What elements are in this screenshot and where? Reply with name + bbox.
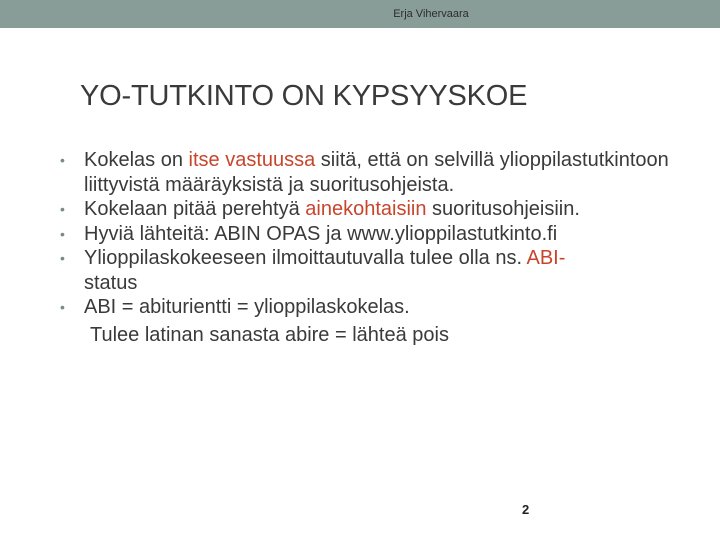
highlight-text: itse vastuussa: [188, 149, 316, 171]
continuation-text: Tulee latinan sanasta abire = lähteä pois: [90, 323, 449, 346]
bullet-text: Hyviä lähteitä: ABIN OPAS ja www.ylioppilastutkinto.fi: [84, 222, 558, 245]
bullet-icon: •: [60, 225, 65, 242]
bullet-icon: •: [60, 201, 65, 217]
bullet-text: ABI = abiturientti = ylioppilaskokelas.: [84, 296, 410, 318]
author-name: Erja Vihervaara: [393, 8, 469, 20]
bullet-icon: •: [60, 152, 65, 168]
highlight-text: ainekohtaisiin: [305, 198, 427, 220]
bullet-icon: •: [60, 250, 65, 266]
bullet-text: Kokelas on: [84, 149, 189, 171]
slide-body: [60, 148, 700, 347]
bullet-item: [60, 222, 700, 247]
highlight-text: ABI-: [526, 247, 566, 269]
bullet-icon: •: [60, 299, 65, 315]
bullet-text: status: [84, 271, 138, 294]
bullet-item: [60, 197, 700, 222]
bullet-item: [60, 246, 700, 295]
bullet-text: siitä, että on selvillä ylioppilastutkintoon liittyvistä määräyksistä ja suoritusohjeista.: [84, 149, 669, 196]
bullet-item: [60, 295, 700, 320]
slide-title: YO-TUTKINTO ON KYPSYYSKOE: [80, 80, 528, 112]
bullet-text: suoritusohjeisiin.: [426, 198, 580, 220]
page-number: 2: [522, 502, 530, 517]
bullet-item: [60, 148, 700, 197]
bullet-text: Kokelaan pitää perehtyä: [84, 198, 306, 220]
bullet-text: Ylioppilaskokeeseen ilmoittautuvalla tulee olla ns.: [84, 247, 527, 269]
